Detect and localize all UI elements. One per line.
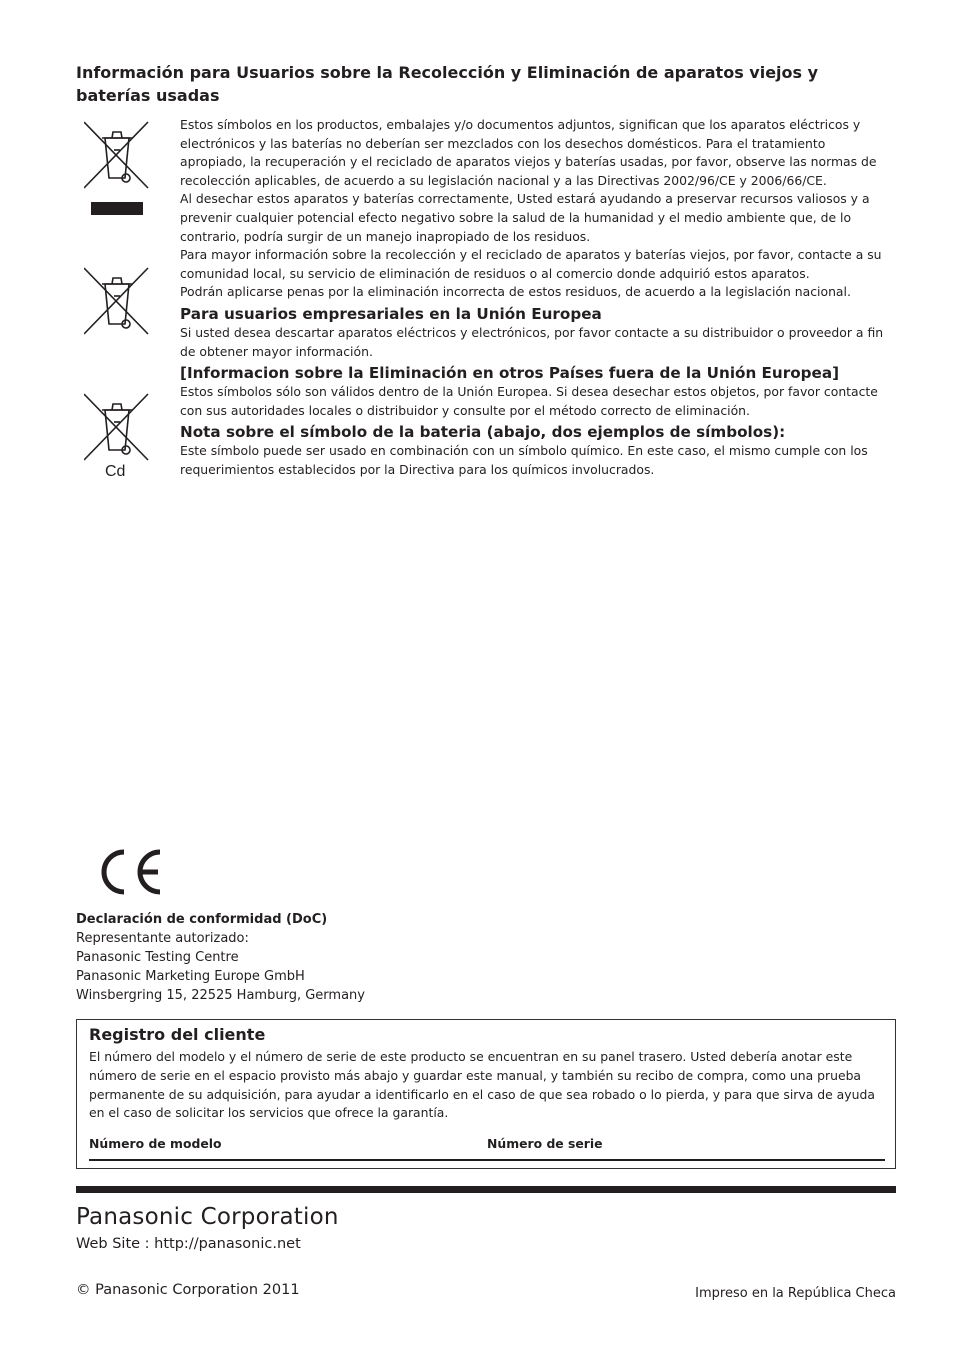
doc-title: Declaración de conformidad (DoC)	[76, 912, 328, 927]
customer-registry-box	[76, 1019, 896, 1169]
printed-in-text: Impreso en la República Checa	[695, 1286, 896, 1301]
battery-text: Este símbolo puede ser usado en combinación con un símbolo químico. En este caso, el mismo cumple con los requerimientos establecidos por la Directiva para los químicos involucrados.	[180, 443, 868, 477]
battery-heading: Nota sobre el símbolo de la bateria (abajo, dos ejemplos de símbolos):	[180, 423, 786, 442]
doc-line: Panasonic Testing Centre	[76, 950, 239, 965]
copyright-text: © Panasonic Corporation 2011	[76, 1282, 300, 1298]
crossed-wheelie-bin-icon	[84, 120, 150, 216]
serial-number-label: Número de serie	[487, 1136, 603, 1151]
declaration-of-conformity	[76, 910, 365, 1005]
intro-paragraph: Podrán aplicarse penas por la eliminación incorrecta de estos residuos, de acuerdo a la legislación nacional.	[180, 284, 851, 300]
intro-paragraph: Al desechar estos aparatos y baterías correctamente, Usted estará ayudando a preservar recursos valiosos y a prevenir cualquier potencial efecto negativo sobre la salud de la humanidad y el medio ambiente que, de lo contrario, podría surgir de un manejo inapropiado de los residuos.	[180, 191, 870, 244]
registry-title: Registro del cliente	[89, 1025, 266, 1044]
registry-underline	[89, 1159, 885, 1161]
business-heading: Para usuarios empresariales en la Unión Europea	[180, 304, 602, 323]
intro-paragraph: Para mayor información sobre la recolección y el reciclado de aparatos y baterías viejos, por favor, contacte a su comunidad local, su servicio de eliminación de residuos o al comercio donde adquirió estos aparatos.	[180, 247, 882, 281]
page-title: Información para Usuarios sobre la Recolección y Eliminación de aparatos viejos y baterías usadas	[76, 63, 819, 105]
waste-info-section	[180, 116, 890, 480]
website-link[interactable]: Web Site : http://panasonic.net	[76, 1236, 301, 1252]
company-name: Panasonic Corporation	[76, 1204, 339, 1230]
doc-line: Winsbergring 15, 22525 Hamburg, Germany	[76, 988, 365, 1003]
registry-text: El número del modelo y el número de serie de este producto se encuentran en su panel trasero. Usted debería anotar este número de serie en el espacio provisto más abajo y guardar este manual, y también su recibo de compra, como una prueba permanente de su adquisición, para ayudar a identificarlo en el caso de que sea robado o lo pierda, y para que sirva de ayuda en el caso de solicitar los servicios que ofrece la garantía.	[89, 1049, 875, 1121]
business-text: Si usted desea descartar aparatos eléctricos y electrónicos, por favor contacte a su distribuidor o proveedor a fin de obtener mayor información.	[180, 324, 884, 359]
ce-mark-icon	[94, 848, 164, 896]
chemical-symbol-label: Cd	[105, 463, 126, 480]
intro-paragraph: Estos símbolos en los productos, embalajes y/o documentos adjuntos, significan que los aparatos eléctricos y electrónicos y las baterías no deberían ser mezclados con los desechos domésticos. Para el tratamiento apropiado, la recuperación y el reciclado de aparatos viejos y baterías usadas, por favor, observe las normas de recolección aplicables, de acuerdo a su legislación nacional y a las Directivas 2002/96/CE y 2006/66/CE.	[180, 117, 877, 188]
doc-line: Representante autorizado:	[76, 931, 249, 946]
model-number-label: Número de modelo	[89, 1136, 222, 1151]
other-countries-heading: [Informacion sobre la Eliminación en otros Países fuera de la Unión Europea]	[180, 364, 840, 383]
crossed-wheelie-bin-icon	[84, 266, 150, 336]
other-countries-text: Estos símbolos sólo son válidos dentro de la Unión Europea. Si desea desechar estos objetos, por favor contacte con sus autoridades locales o distribuidor y consulte por el método correcto de eliminación.	[180, 384, 878, 418]
doc-line: Panasonic Marketing Europe GmbH	[76, 969, 305, 984]
footer-divider	[76, 1186, 896, 1193]
